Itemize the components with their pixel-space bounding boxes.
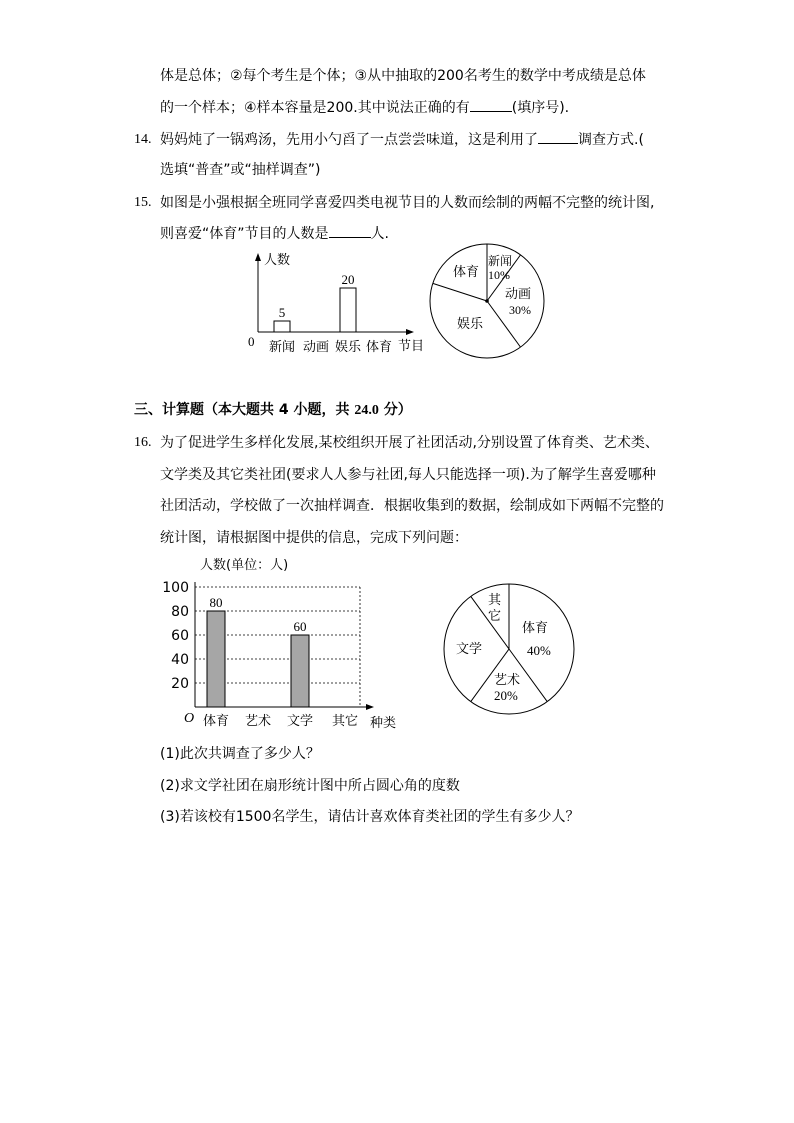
q15-line1: 如图是小强根据全班同学喜爱四类电视节目的人数而绘制的两幅不完整的统计图, — [160, 195, 655, 211]
q14-line1 — [160, 131, 644, 149]
y-tick-60: 60 — [171, 628, 189, 644]
q15-line2 — [160, 225, 389, 243]
pie-label-qita-2: 它 — [488, 609, 502, 624]
origin-label: O — [184, 711, 195, 726]
y-tick-80: 80 — [171, 604, 189, 620]
x-axis-label: 节目 — [398, 339, 425, 354]
bar-value-label-yule: 20 — [341, 272, 355, 287]
answer-blank — [538, 131, 578, 144]
pie-label-tiyu: 体育 — [453, 265, 480, 280]
q16-pie-chart — [440, 580, 580, 720]
q14-line1-tail: 调查方式.( — [578, 132, 644, 148]
x-tick-qita: 其它 — [331, 714, 359, 729]
q13-line2-tail: (填序号). — [511, 100, 570, 116]
section-heading-tail: 分） — [378, 402, 412, 418]
q16-sub1: (1)此次共调查了多少人？ — [160, 746, 320, 762]
x-axis-arrow — [366, 704, 374, 710]
section-heading — [134, 401, 412, 420]
q15-number: 15. — [134, 195, 152, 210]
q14-line1-text: 妈妈炖了一锅鸡汤，先用小勺舀了一点尝尝味道，这是利用了 — [160, 132, 538, 148]
q13-line1: 体是总体；②每个考生是个体；③从中抽取的200名考生的数学中考成绩是总体 — [160, 68, 646, 84]
q14-line2: 选填“普查”或“抽样调查”) — [160, 162, 321, 178]
pie-pct-xinwen: 10% — [488, 268, 510, 282]
pie-label-wenxue: 文学 — [456, 642, 483, 657]
pie-pct-tiyu: 40% — [527, 643, 551, 658]
q16-line4: 统计图，请根据图中提供的信息，完成下列问题： — [160, 530, 468, 546]
x-axis-label: 种类 — [370, 716, 397, 731]
y-tick-20: 20 — [171, 676, 189, 692]
x-tick-yule: 娱乐 — [334, 340, 362, 355]
q13-line2-text: 的一个样本；④样本容量是200.其中说法正确的有 — [160, 100, 470, 116]
y-axis-arrow — [255, 253, 261, 261]
bar-value-label-xinwen: 5 — [278, 305, 286, 320]
bar-wenxue — [291, 635, 309, 707]
pie-label-tiyu: 体育 — [522, 621, 549, 636]
x-tick-donghua: 动画 — [302, 340, 330, 355]
q16-line2: 文学类及其它类社团(要求人人参与社团,每人只能选择一项).为了解学生喜爱哪种 — [160, 467, 656, 483]
x-tick-wenxue: 文学 — [286, 714, 314, 729]
q16-sub2: (2)求文学社团在扇形统计图中所占圆心角的度数 — [160, 778, 460, 794]
q16-line1: 为了促进学生多样化发展,某校组织开展了社团活动,分别设置了体育类、艺术类、 — [160, 435, 659, 451]
y-tick-100: 100 — [162, 580, 189, 596]
q16-bar-chart — [160, 552, 410, 737]
q15-bar-chart — [240, 250, 430, 360]
pie-label-donghua: 动画 — [505, 287, 532, 302]
pie-label-yishu: 艺术 — [494, 673, 521, 688]
q15-line2-tail: 人. — [370, 226, 389, 242]
q15-pie-chart — [425, 236, 555, 366]
y-axis-label: 人数 — [264, 253, 291, 268]
x-tick-xinwen: 新闻 — [268, 340, 296, 355]
y-axis-label: 人数(单位：人) — [200, 558, 289, 573]
x-tick-yishu: 艺术 — [244, 714, 272, 729]
pie-pct-yishu: 20% — [494, 688, 518, 703]
bar-value-label-wenxue: 60 — [293, 619, 307, 634]
q16-sub3: (3)若该校有1500名学生，请估计喜欢体育类社团的学生有多少人？ — [160, 809, 580, 825]
q15-line2-text: 则喜爱“体育”节目的人数是 — [160, 226, 329, 242]
answer-blank — [329, 225, 371, 238]
pie-label-xinwen: 新闻 — [488, 254, 513, 268]
x-axis-arrow — [406, 329, 414, 335]
y-tick-40: 40 — [171, 652, 189, 668]
bar-xinwen — [274, 321, 290, 332]
bar-value-label-tiyu: 80 — [209, 595, 223, 610]
section-heading-score: 24.0 — [354, 403, 379, 418]
pie-pct-donghua: 30% — [509, 303, 531, 317]
pie-label-yule: 娱乐 — [457, 317, 484, 332]
x-tick-tiyu: 体育 — [202, 714, 230, 729]
q16-line3: 社团活动，学校做了一次抽样调查．根据收集到的数据，绘制成如下两幅不完整的 — [160, 498, 664, 514]
pie-label-qita-1: 其 — [488, 593, 502, 608]
section-heading-text: 三、计算题（本大题共 4 小题，共 — [134, 402, 355, 418]
answer-blank — [470, 99, 512, 112]
q13-line2 — [160, 99, 569, 117]
x-tick-tiyu: 体育 — [365, 340, 393, 355]
q16-number: 16. — [134, 435, 152, 450]
q14-number: 14. — [134, 132, 152, 147]
origin-label: 0 — [248, 334, 255, 349]
bar-tiyu — [207, 611, 225, 707]
pie-center — [485, 299, 489, 303]
bar-yule — [340, 288, 356, 332]
